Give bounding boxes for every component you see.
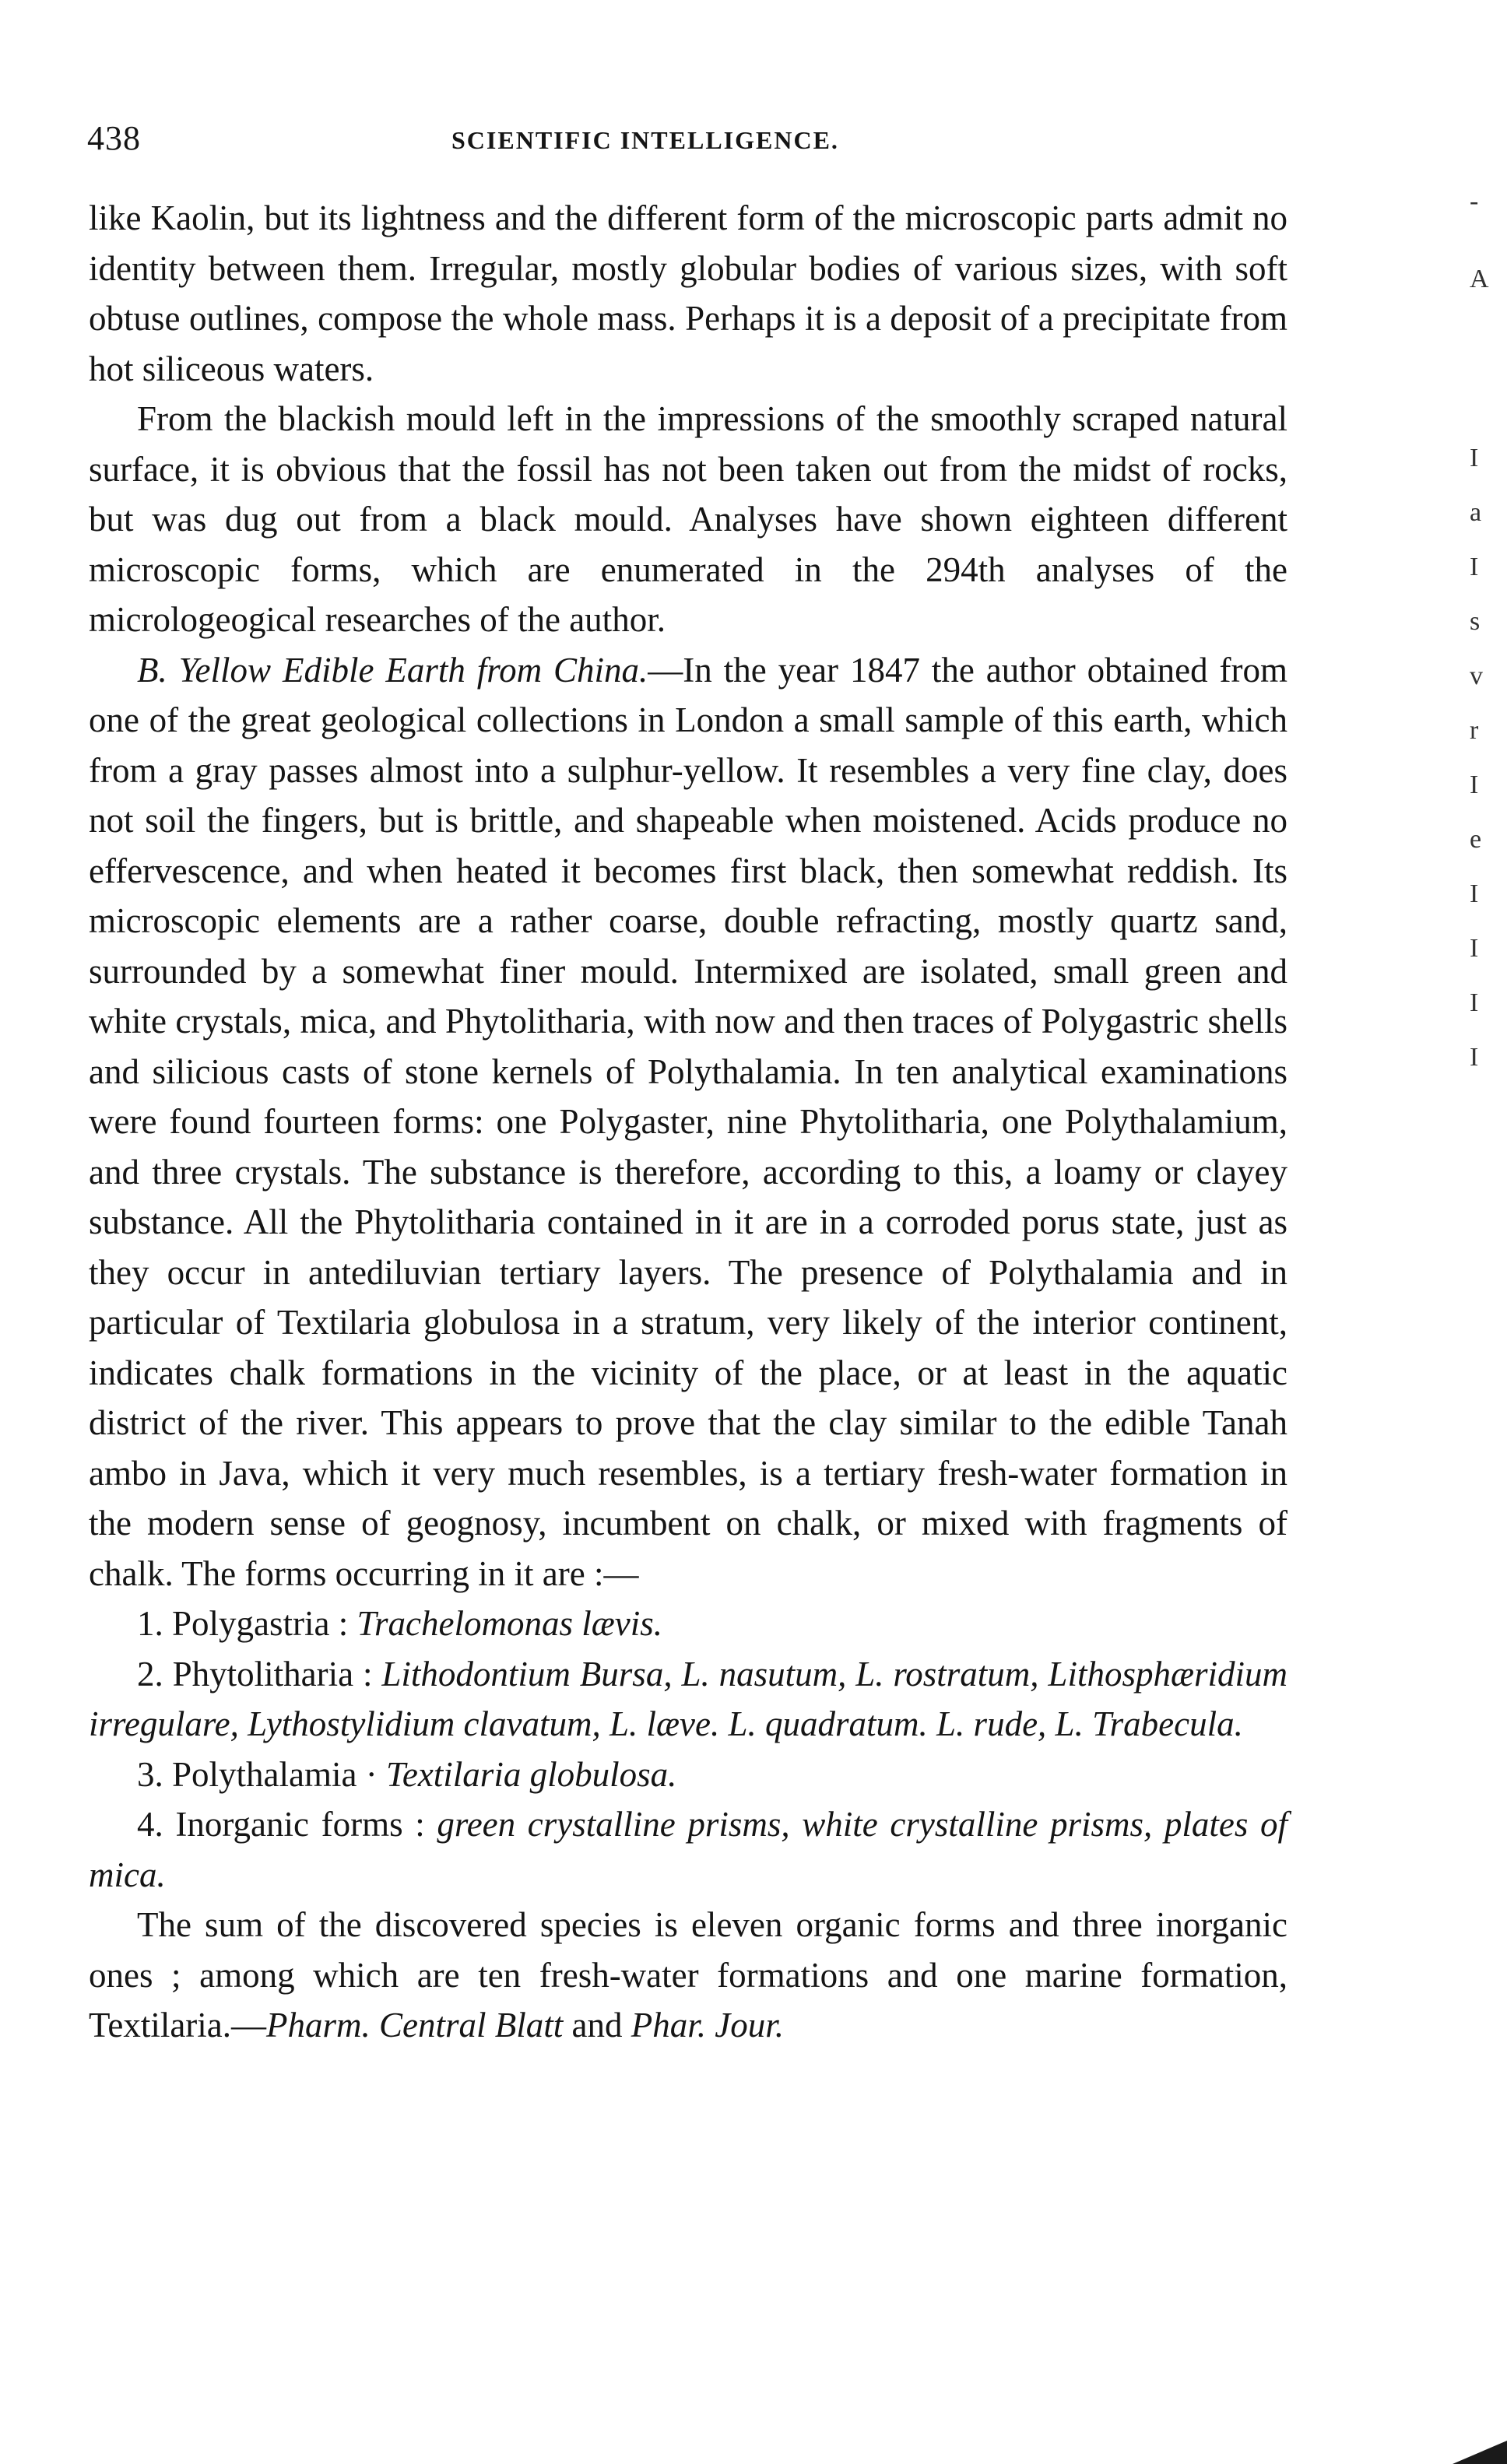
body-text (89, 193, 1287, 2051)
list-item-label: 3. Polythalamia · (137, 1754, 378, 1794)
source-citation: Pharm. Central Blatt (266, 2006, 564, 2045)
list-item (89, 1599, 1287, 1649)
running-head: SCIENTIFIC INTELLIGENCE. (451, 126, 839, 154)
list-item (89, 1750, 1287, 1800)
edge-glyph: I (1470, 879, 1479, 908)
edge-glyph: a (1470, 498, 1482, 527)
paragraph-yellow-earth (89, 645, 1287, 1599)
source-citation: Phar. Jour. (631, 2006, 785, 2045)
paragraph-summary (89, 1900, 1287, 2051)
paragraph-mould: From the blackish mould left in the impressions of the smoothly scraped natural surface, it is obvious that the fossil has not been taken out from the midst of rocks, but was dug out from a black mould. Analyses have shown eighteen different microscopic forms, which are enumerated in the 294th analyses of the micrologeogical researches of the author. (89, 399, 1287, 639)
section-heading: B. Yellow Edible Earth from China. (137, 650, 648, 690)
source-conjunction: and (563, 2006, 631, 2045)
list-item-species: Trachelomonas lævis. (357, 1604, 663, 1643)
facing-page-edge (1470, 187, 1501, 1276)
edge-glyph: - (1470, 187, 1479, 216)
list-item-label: 4. Inorganic forms : (137, 1805, 425, 1844)
list-item-label: 2. Phytolitharia : (137, 1654, 373, 1694)
edge-glyph: I (1470, 988, 1479, 1017)
page-header (87, 115, 1286, 162)
edge-glyph: v (1470, 662, 1483, 690)
edge-glyph: I (1470, 444, 1479, 472)
edge-glyph: I (1470, 1043, 1479, 1072)
edge-glyph: I (1470, 553, 1479, 581)
page-number: 438 (87, 119, 141, 157)
list-item-label: 1. Polygastria : (137, 1604, 349, 1643)
edge-glyph: I (1470, 934, 1479, 963)
list-item-species: Lithodontium Bursa, L. nasutum, L. rostratum, Lithosphæridium irregulare, Lythostylidium clavatum, L. læve. L. quadratum. L. rude, L. Trabecula. (89, 1654, 1287, 1743)
list-item (89, 1799, 1287, 1900)
list-item-species: Textilaria globulosa. (385, 1754, 677, 1794)
list-item (89, 1649, 1287, 1750)
paragraph-continuation: like Kaolin, but its lightness and the different form of the microscopic parts admit no identity between them. Irregular, mostly globular bodies of various sizes, with soft obtuse outlines, compose the whole mass. Perhaps it is a deposit of a precipitate from hot siliceous waters. (89, 198, 1287, 388)
summary-text: The sum of the discovered species is eleven organic forms and three inorganic ones ; among which are ten fresh-water formations and one marine formation, Textilaria.— (89, 1905, 1287, 2045)
edge-glyph: s (1470, 607, 1481, 636)
edge-glyph: r (1470, 716, 1479, 745)
page-corner-mark (1453, 2441, 1507, 2464)
list-item-species: green crystalline prisms, white crystalline prisms, plates of mica. (89, 1805, 1287, 1894)
edge-glyph: e (1470, 825, 1482, 854)
edge-glyph: I (1470, 770, 1479, 799)
paragraph-yellow-earth-text: —In the year 1847 the author obtained from one of the great geological collections in London a small sample of this earth, which from a gray passes almost into a sulphur-yellow. It resembles a very fine clay, does not soil the fingers, but is brittle, and shapeable when moistened. Acids produce no effervescence, and when heated it becomes first black, then somewhat reddish. Its microscopic elements are a rather coarse, double refracting, mostly quartz sand, surrounded by a somewhat finer mould. Intermixed are isolated, small green and white crystals, mica, and Phytolitharia, with now and then traces of Polygastric shells and silicious casts of stone kernels of Polythalamia. In ten analytical examinations were found fourteen forms: one Polygaster, nine Phytolitharia, one Polythalamium, and three crystals. The substance is therefore, according to this, a loamy or clayey substance. All the Phytolitharia contained in it are in a corroded porus state, just as they occur in antediluvian tertiary layers. The presence of Polythalamia and in particular of Textilaria globulosa in a stratum, very likely of the interior continent, indicates chalk formations in the vicinity of the place, or at least in the aquatic district of the river. This appears to prove that the clay similar to the edible Tanah ambo in Java, which it very much resembles, is a tertiary fresh-water formation in the modern sense of geognosy, incumbent on chalk, or mixed with fragments of chalk. The forms occurring in it are :— (89, 650, 1287, 1593)
edge-glyph: A (1470, 265, 1489, 293)
